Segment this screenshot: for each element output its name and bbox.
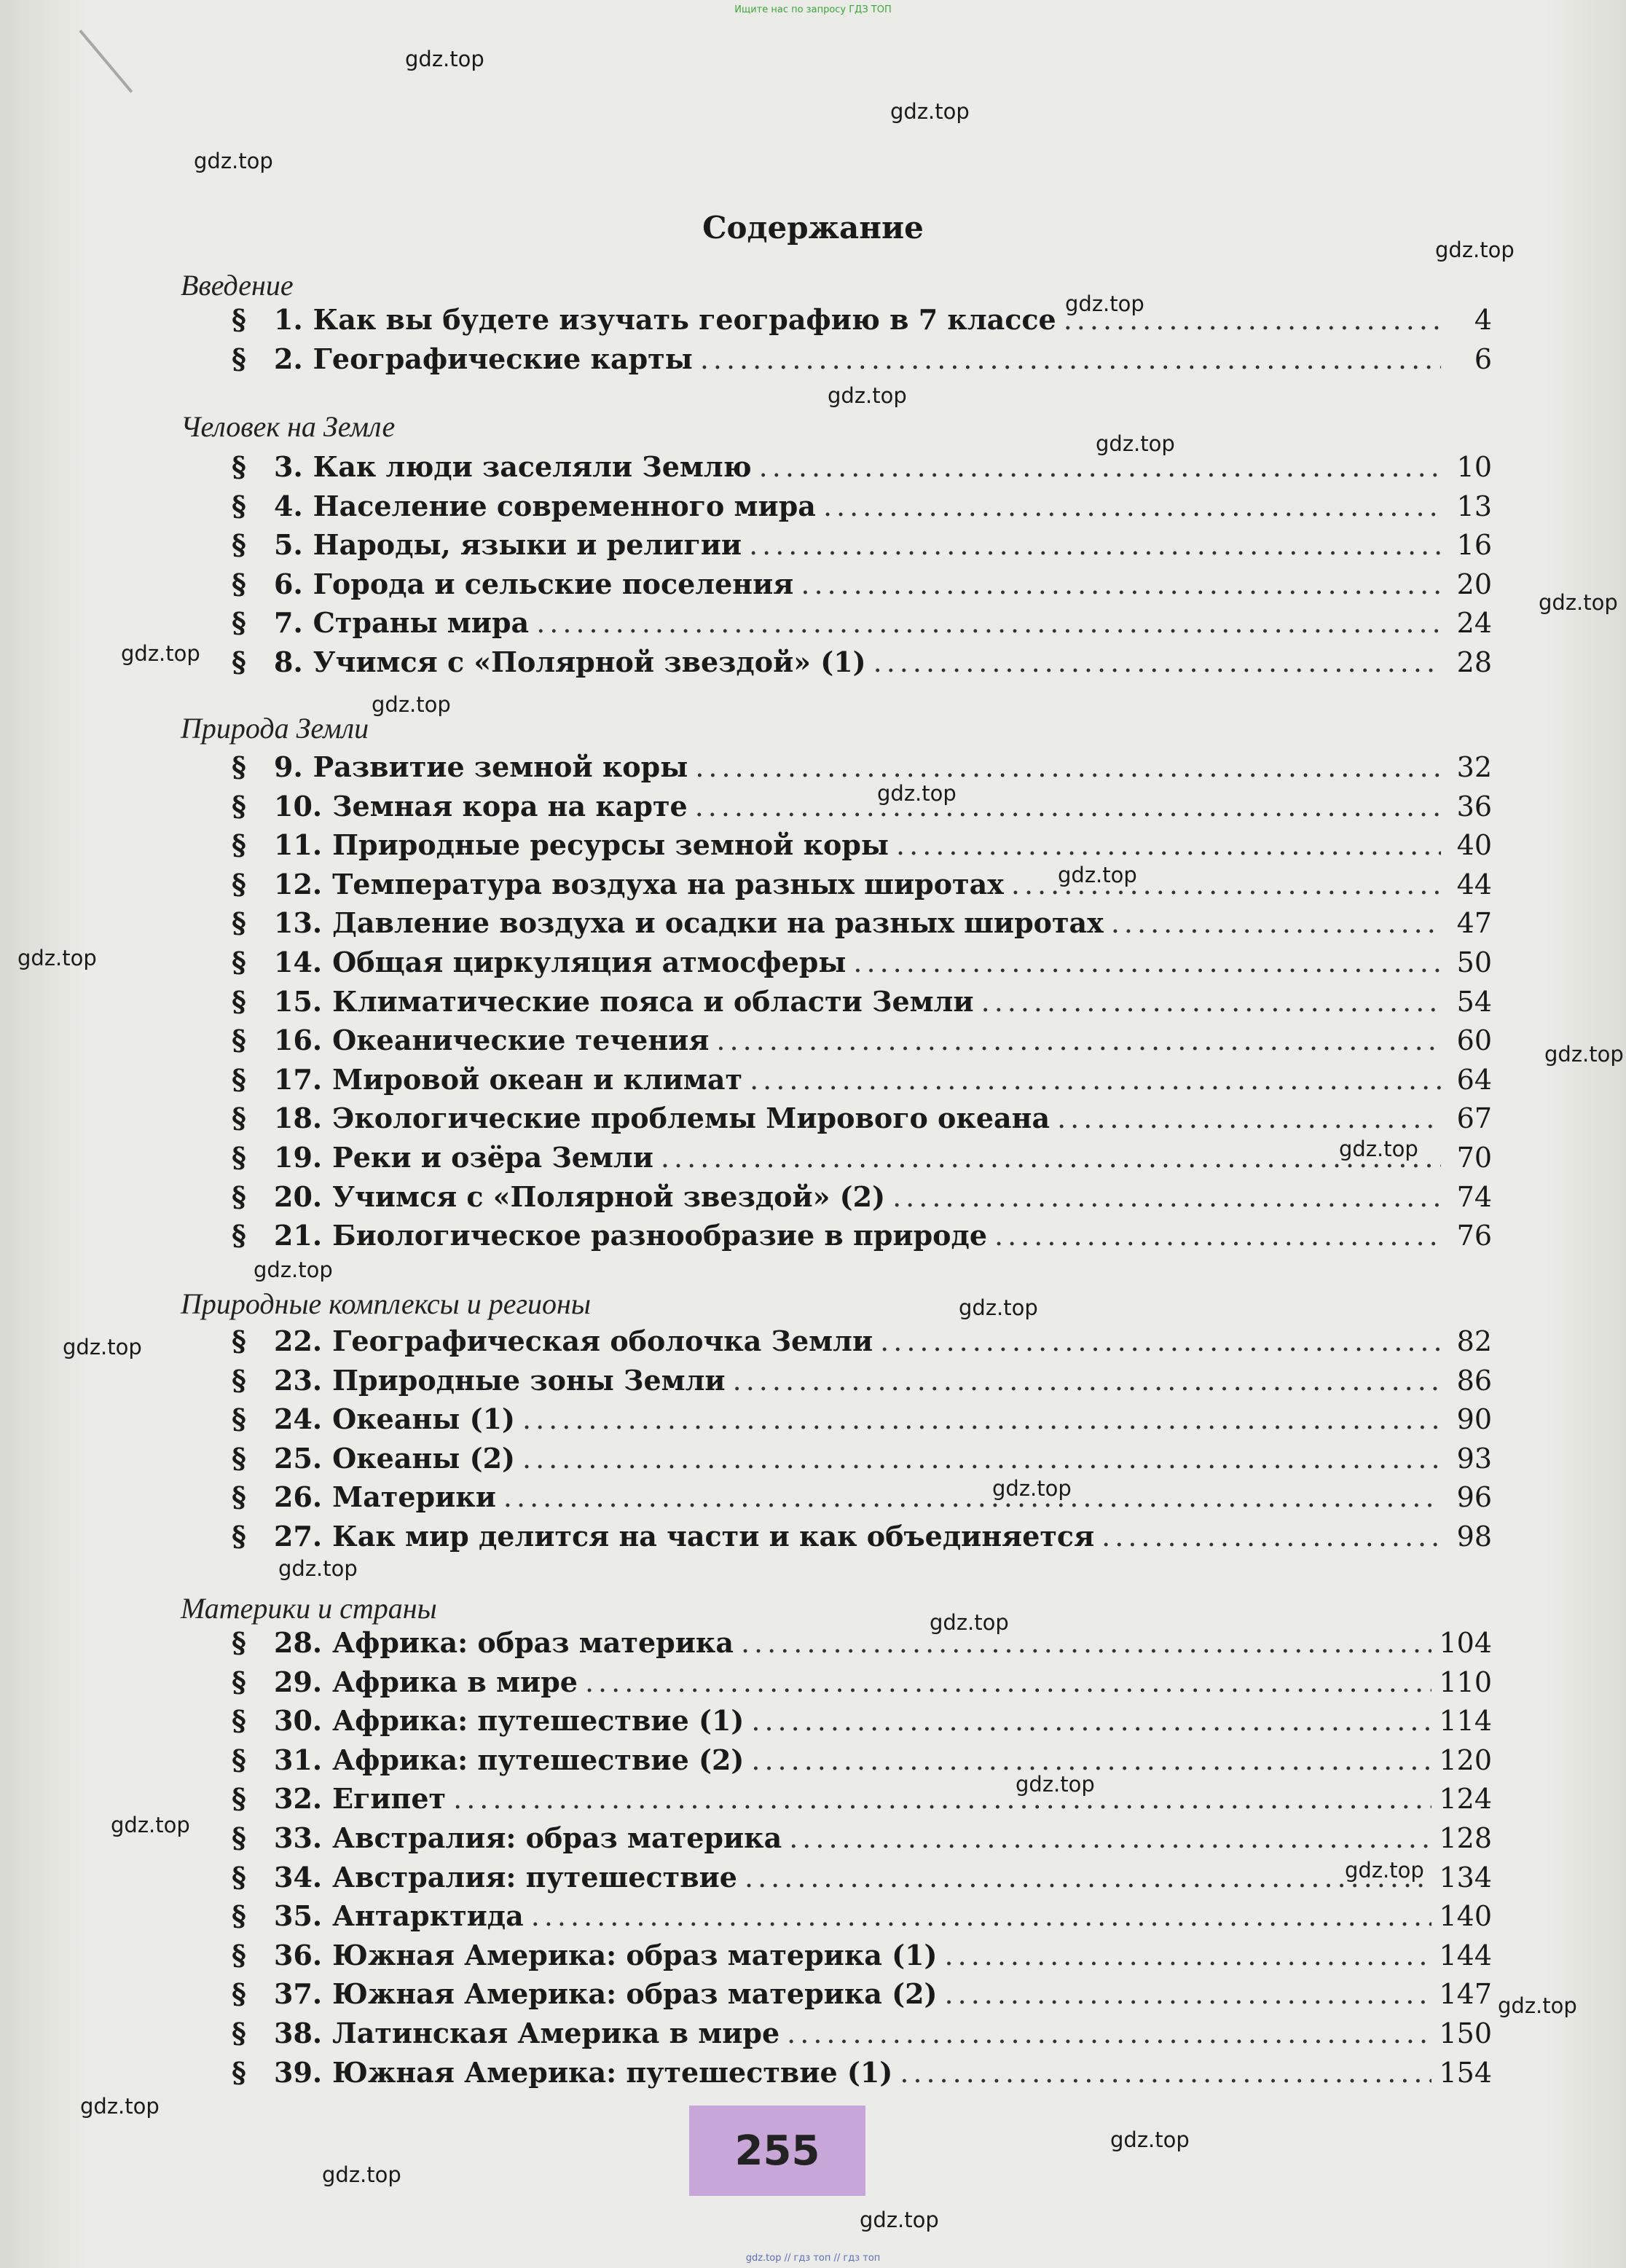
dot-leader	[585, 1666, 1432, 1698]
paragraph-symbol: §	[232, 1821, 246, 1854]
paragraph-number: 38.	[274, 2017, 323, 2049]
watermark-label: gdz.top	[63, 1335, 142, 1359]
paragraph-number: 30.	[274, 1704, 323, 1738]
dot-leader	[789, 1822, 1431, 1854]
paragraph-symbol: §	[232, 1977, 246, 2011]
dot-leader	[823, 490, 1441, 522]
toc-entry[interactable]	[232, 1442, 1492, 1480]
page-number: 120	[1439, 1743, 1492, 1776]
paragraph-title: Климатические пояса и области Земли	[332, 984, 974, 1018]
dot-leader	[880, 1325, 1441, 1357]
paragraph-number: 27.	[274, 1520, 323, 1553]
paragraph-symbol: §	[232, 1141, 246, 1174]
paragraph-symbol: §	[232, 1665, 246, 1698]
paragraph-title: Африка: образ материка	[332, 1626, 734, 1659]
dot-leader	[1101, 1520, 1441, 1553]
watermark-label: gdz.top	[1016, 1772, 1095, 1797]
toc-entry[interactable]	[232, 1102, 1492, 1139]
paragraph-number: 1.	[274, 303, 303, 336]
paragraph-title: Реки и озёра Земли	[332, 1141, 653, 1174]
paragraph-symbol: §	[232, 1441, 246, 1475]
paragraph-number: 23.	[274, 1363, 323, 1397]
toc-entry[interactable]	[232, 868, 1492, 906]
paragraph-symbol: §	[232, 1938, 246, 1971]
bottom-banner[interactable]: gdz.top // гдз топ // гдз топ	[745, 2253, 881, 2264]
page-number: 96	[1456, 1481, 1492, 1514]
paragraph-number: 28.	[274, 1626, 323, 1659]
page-number: 20	[1456, 568, 1492, 600]
paragraph-symbol: §	[232, 450, 246, 483]
toc-entry[interactable]	[232, 1480, 1492, 1518]
paragraph-title: Общая циркуляция атмосферы	[332, 946, 847, 978]
dot-leader	[531, 1900, 1432, 1932]
toc-entry[interactable]	[232, 1520, 1492, 1558]
paragraph-title: Южная Америка: образ материка (2)	[332, 1977, 938, 2011]
paragraph-title: Температура воздуха на разных широтах	[332, 867, 1004, 900]
paragraph-title: Австралия: путешествие	[332, 1860, 737, 1894]
paragraph-symbol: §	[232, 1860, 246, 1894]
paragraph-number: 14.	[274, 946, 323, 978]
toc-entry[interactable]	[232, 1180, 1492, 1218]
dot-leader	[750, 1064, 1441, 1096]
page-number: 154	[1439, 2056, 1492, 2089]
paragraph-title: Как вы будете изучать географию в 7 классе	[313, 303, 1056, 336]
dot-leader	[1111, 907, 1441, 939]
paragraph-symbol: §	[232, 489, 246, 522]
paragraph-title: Земная кора на карте	[332, 789, 688, 823]
paragraph-symbol: §	[232, 1180, 246, 1213]
paragraph-symbol: §	[232, 750, 246, 783]
toc-entry[interactable]	[232, 1704, 1492, 1742]
paragraph-symbol: §	[232, 1480, 246, 1514]
page-number: 6	[1474, 342, 1492, 375]
paragraph-number: 29.	[274, 1665, 323, 1698]
toc-entry[interactable]	[232, 1364, 1492, 1402]
toc-entry[interactable]	[232, 1899, 1492, 1937]
paragraph-title: Южная Америка: путешествие (1)	[332, 2055, 893, 2089]
watermark-label: gdz.top	[890, 99, 970, 124]
paragraph-number: 17.	[274, 1062, 323, 1096]
paragraph-symbol: §	[232, 528, 246, 562]
paragraph-title: Антарктида	[332, 1899, 524, 1933]
toc-entry[interactable]	[232, 303, 1492, 341]
page-number: 93	[1456, 1442, 1492, 1475]
dot-leader	[873, 646, 1441, 678]
section-heading: Природные комплексы и регионы	[181, 1287, 591, 1320]
dot-leader	[751, 1705, 1431, 1737]
page-number: 67	[1456, 1102, 1492, 1135]
page-number: 90	[1456, 1403, 1492, 1436]
toc-entry[interactable]	[232, 1626, 1492, 1664]
watermark-label: gdz.top	[278, 1556, 358, 1581]
paragraph-title: Развитие земной коры	[313, 750, 688, 783]
toc-entry[interactable]	[232, 2017, 1492, 2055]
toc-entry[interactable]	[232, 568, 1492, 605]
section-heading: Природа Земли	[181, 712, 369, 745]
watermark-label: gdz.top	[1345, 1858, 1424, 1883]
paragraph-title: Население современного мира	[313, 489, 816, 522]
paragraph-number: 39.	[274, 2055, 323, 2089]
dot-leader	[745, 1861, 1431, 1894]
paragraph-title: Биологическое разнообразие в природе	[332, 1219, 988, 1252]
paragraph-title: Как люди заселяли Землю	[313, 450, 752, 483]
dot-leader	[945, 1978, 1432, 2010]
dot-leader	[695, 751, 1441, 783]
toc-entry[interactable]	[232, 1665, 1492, 1703]
paragraph-symbol: §	[232, 1062, 246, 1096]
watermark-label: gdz.top	[860, 2208, 939, 2232]
watermark-label: gdz.top	[877, 781, 957, 806]
paragraph-title: Как мир делится на части и как объединяется	[332, 1520, 1095, 1553]
watermark-label: gdz.top	[930, 1610, 1009, 1635]
paragraph-symbol: §	[232, 1024, 246, 1057]
toc-entry[interactable]	[232, 828, 1492, 866]
dot-leader	[896, 829, 1441, 861]
paragraph-number: 6.	[274, 567, 303, 600]
paragraph-number: 31.	[274, 1743, 323, 1776]
paragraph-symbol: §	[232, 1520, 246, 1553]
toc-entry[interactable]	[232, 1402, 1492, 1440]
toc-entry[interactable]	[232, 1821, 1492, 1859]
top-banner[interactable]: Ищите нас по запросу ГДЗ ТОП	[734, 4, 892, 15]
paragraph-title: Южная Америка: образ материка (1)	[332, 1938, 938, 1971]
paragraph-title: Африка: путешествие (1)	[332, 1704, 745, 1738]
page-title: Содержание	[702, 210, 924, 246]
toc-entry[interactable]	[232, 906, 1492, 944]
paragraph-number: 33.	[274, 1821, 323, 1854]
watermark-label: gdz.top	[1539, 590, 1618, 615]
watermark-label: gdz.top	[80, 2094, 160, 2119]
paragraph-symbol: §	[232, 2017, 246, 2049]
page-number: 70	[1456, 1142, 1492, 1174]
watermark-label: gdz.top	[992, 1476, 1072, 1501]
toc-entry[interactable]	[232, 985, 1492, 1023]
watermark-label: gdz.top	[254, 1257, 333, 1282]
page-number: 44	[1456, 868, 1492, 900]
watermark-label: gdz.top	[17, 946, 97, 970]
paragraph-symbol: §	[232, 1325, 246, 1357]
page-number: 47	[1456, 907, 1492, 940]
paragraph-title: Географическая оболочка Земли	[332, 1325, 873, 1357]
dot-leader	[1057, 1102, 1441, 1134]
paragraph-title: Латинская Америка в мире	[332, 2017, 780, 2049]
paragraph-title: Страны мира	[313, 606, 530, 640]
page-number: 140	[1439, 1900, 1492, 1933]
paragraph-symbol: §	[232, 646, 246, 678]
paragraph-title: Учимся с «Полярной звездой» (2)	[332, 1180, 886, 1213]
paragraph-number: 36.	[274, 1938, 323, 1971]
watermark-label: gdz.top	[1065, 291, 1144, 316]
paragraph-number: 12.	[274, 867, 323, 900]
toc-entry[interactable]	[232, 946, 1492, 984]
paragraph-number: 22.	[274, 1325, 323, 1357]
page-number: 110	[1439, 1665, 1492, 1698]
toc-entry[interactable]	[232, 1861, 1492, 1899]
toc-entry[interactable]	[232, 750, 1492, 788]
paragraph-symbol: §	[232, 1219, 246, 1252]
dot-leader	[801, 568, 1441, 600]
paragraph-title: Материки	[332, 1480, 496, 1514]
paragraph-title: Народы, языки и религии	[313, 528, 742, 562]
watermark-label: gdz.top	[1339, 1137, 1418, 1161]
toc-entry[interactable]	[232, 528, 1492, 566]
toc-entry[interactable]	[232, 606, 1492, 644]
paragraph-symbol: §	[232, 1626, 246, 1659]
paragraph-symbol: §	[232, 1102, 246, 1135]
toc-entry[interactable]	[232, 1325, 1492, 1362]
paragraph-number: 9.	[274, 750, 303, 783]
toc-entry[interactable]	[232, 790, 1492, 828]
paragraph-title: Мировой океан и климат	[332, 1062, 743, 1096]
paragraph-number: 15.	[274, 984, 323, 1018]
paragraph-symbol: §	[232, 946, 246, 978]
paragraph-number: 3.	[274, 450, 303, 483]
dot-leader	[661, 1142, 1441, 1174]
paragraph-number: 24.	[274, 1402, 323, 1436]
watermark-label: gdz.top	[194, 149, 273, 173]
page-number: 104	[1439, 1627, 1492, 1659]
page-number: 134	[1439, 1861, 1492, 1894]
paragraph-symbol: §	[232, 867, 246, 900]
page-number: 147	[1439, 1978, 1492, 2011]
paragraph-number: 21.	[274, 1219, 323, 1252]
paragraph-number: 10.	[274, 789, 323, 823]
paragraph-title: Природные зоны Земли	[332, 1363, 726, 1397]
paragraph-number: 20.	[274, 1180, 323, 1213]
page-number-badge: 255	[689, 2106, 865, 2196]
toc-entry[interactable]	[232, 1782, 1492, 1820]
paragraph-number: 11.	[274, 828, 323, 862]
watermark-label: gdz.top	[1110, 2127, 1190, 2152]
paragraph-symbol: §	[232, 906, 246, 940]
watermark-label: gdz.top	[828, 383, 907, 408]
dot-leader	[695, 790, 1441, 823]
paragraph-symbol: §	[232, 1743, 246, 1776]
paragraph-title: Океанические течения	[332, 1024, 710, 1057]
watermark-label: gdz.top	[1435, 238, 1515, 262]
paragraph-number: 13.	[274, 906, 323, 940]
watermark-label: gdz.top	[1058, 863, 1137, 887]
paragraph-symbol: §	[232, 1899, 246, 1933]
paragraph-symbol: §	[232, 1782, 246, 1816]
paragraph-title: Египет	[332, 1782, 447, 1816]
paragraph-number: 4.	[274, 489, 303, 522]
dot-leader	[700, 343, 1441, 375]
paragraph-number: 19.	[274, 1141, 323, 1174]
paragraph-title: Учимся с «Полярной звездой» (1)	[313, 646, 866, 678]
paragraph-symbol: §	[232, 1402, 246, 1436]
paragraph-number: 37.	[274, 1977, 323, 2011]
paragraph-number: 34.	[274, 1860, 323, 1894]
toc-entry[interactable]	[232, 2056, 1492, 2094]
dot-leader	[981, 986, 1441, 1018]
page-number: 24	[1456, 607, 1492, 640]
page-number: 128	[1439, 1822, 1492, 1854]
paragraph-number: 16.	[274, 1024, 323, 1057]
paragraph-title: Географические карты	[313, 342, 693, 375]
paragraph-symbol: §	[232, 1363, 246, 1397]
section-heading: Введение	[181, 269, 294, 302]
toc-entry[interactable]	[232, 1939, 1492, 1977]
paragraph-symbol: §	[232, 789, 246, 823]
paragraph-symbol: §	[232, 828, 246, 862]
page-number: 40	[1456, 829, 1492, 862]
paragraph-number: 25.	[274, 1441, 323, 1475]
watermark-label: gdz.top	[372, 692, 451, 717]
page-number: 124	[1439, 1783, 1492, 1816]
watermark-label: gdz.top	[322, 2162, 401, 2187]
dot-leader	[787, 2017, 1431, 2049]
dot-leader	[536, 607, 1441, 639]
toc-entry[interactable]	[232, 342, 1492, 380]
page-number: 60	[1456, 1024, 1492, 1057]
page-number: 82	[1456, 1325, 1492, 1357]
paragraph-number: 8.	[274, 646, 303, 678]
toc-entry[interactable]	[232, 646, 1492, 683]
page-number: 74	[1456, 1180, 1492, 1213]
page-number: 10	[1456, 451, 1492, 483]
page-number: 144	[1439, 1939, 1492, 1971]
paragraph-symbol: §	[232, 567, 246, 600]
paragraph-number: 5.	[274, 528, 303, 562]
dot-leader	[900, 2057, 1431, 2089]
dot-leader	[853, 946, 1441, 978]
paragraph-title: Африка: путешествие (2)	[332, 1743, 745, 1776]
paragraph-title: Экологические проблемы Мирового океана	[332, 1102, 1050, 1135]
dot-leader	[453, 1783, 1431, 1815]
dot-leader	[741, 1627, 1432, 1659]
dot-leader	[892, 1181, 1441, 1213]
page-number: 13	[1456, 490, 1492, 522]
paragraph-title: Океаны (1)	[332, 1402, 516, 1436]
watermark-label: gdz.top	[121, 641, 200, 666]
toc-entry[interactable]	[232, 1063, 1492, 1101]
dot-leader	[716, 1024, 1441, 1056]
page-number: 50	[1456, 946, 1492, 978]
toc-entry[interactable]	[232, 1743, 1492, 1781]
page-number: 86	[1456, 1364, 1492, 1397]
paragraph-symbol: §	[232, 2055, 246, 2089]
dot-leader	[945, 1939, 1432, 1971]
paragraph-number: 2.	[274, 342, 303, 375]
paragraph-number: 26.	[274, 1480, 323, 1514]
paragraph-title: Города и сельские поселения	[313, 567, 794, 600]
watermark-label: gdz.top	[1544, 1042, 1624, 1067]
section-heading: Материки и страны	[181, 1592, 437, 1625]
page-number: 54	[1456, 985, 1492, 1018]
section-heading: Человек на Земле	[181, 410, 396, 443]
watermark-label: gdz.top	[405, 47, 484, 71]
watermark-label: gdz.top	[1096, 431, 1175, 456]
paragraph-number: 18.	[274, 1102, 323, 1135]
page-number: 32	[1456, 751, 1492, 783]
dot-leader	[522, 1443, 1441, 1475]
page-number: 4	[1474, 304, 1492, 336]
toc-entry[interactable]	[232, 1141, 1492, 1179]
page-number: 16	[1456, 529, 1492, 562]
paragraph-title: Давление воздуха и осадки на разных широтах	[332, 906, 1104, 940]
paragraph-number: 7.	[274, 606, 303, 640]
paragraph-title: Природные ресурсы земной коры	[332, 828, 889, 862]
watermark-label: gdz.top	[111, 1813, 190, 1837]
toc-entry[interactable]	[232, 1024, 1492, 1062]
paragraph-symbol: §	[232, 606, 246, 640]
toc-entry[interactable]	[232, 1977, 1492, 2015]
dot-leader	[994, 1220, 1441, 1252]
paragraph-number: 35.	[274, 1899, 323, 1933]
dot-leader	[522, 1403, 1441, 1435]
page-number: 36	[1456, 790, 1492, 823]
dot-leader	[733, 1365, 1441, 1397]
page-number: 64	[1456, 1063, 1492, 1096]
toc-entry[interactable]	[232, 450, 1492, 488]
paragraph-symbol: §	[232, 984, 246, 1018]
page-number: 76	[1456, 1220, 1492, 1252]
page-number: 114	[1439, 1705, 1492, 1738]
toc-entry[interactable]	[232, 1219, 1492, 1257]
page-number: 150	[1439, 2017, 1492, 2049]
paragraph-number: 32.	[274, 1782, 323, 1816]
page-number: 98	[1456, 1520, 1492, 1553]
watermark-label: gdz.top	[1498, 1993, 1577, 2018]
watermark-label: gdz.top	[959, 1295, 1038, 1320]
paragraph-symbol: §	[232, 1704, 246, 1738]
toc-entry[interactable]	[232, 490, 1492, 527]
dot-leader	[749, 529, 1441, 561]
paragraph-title: Австралия: образ материка	[332, 1821, 782, 1854]
paragraph-symbol: §	[232, 303, 246, 336]
paragraph-title: Африка в мире	[332, 1665, 578, 1698]
paragraph-symbol: §	[232, 342, 246, 375]
paragraph-title: Океаны (2)	[332, 1441, 516, 1475]
dot-leader	[503, 1481, 1441, 1513]
page-number: 28	[1456, 646, 1492, 678]
